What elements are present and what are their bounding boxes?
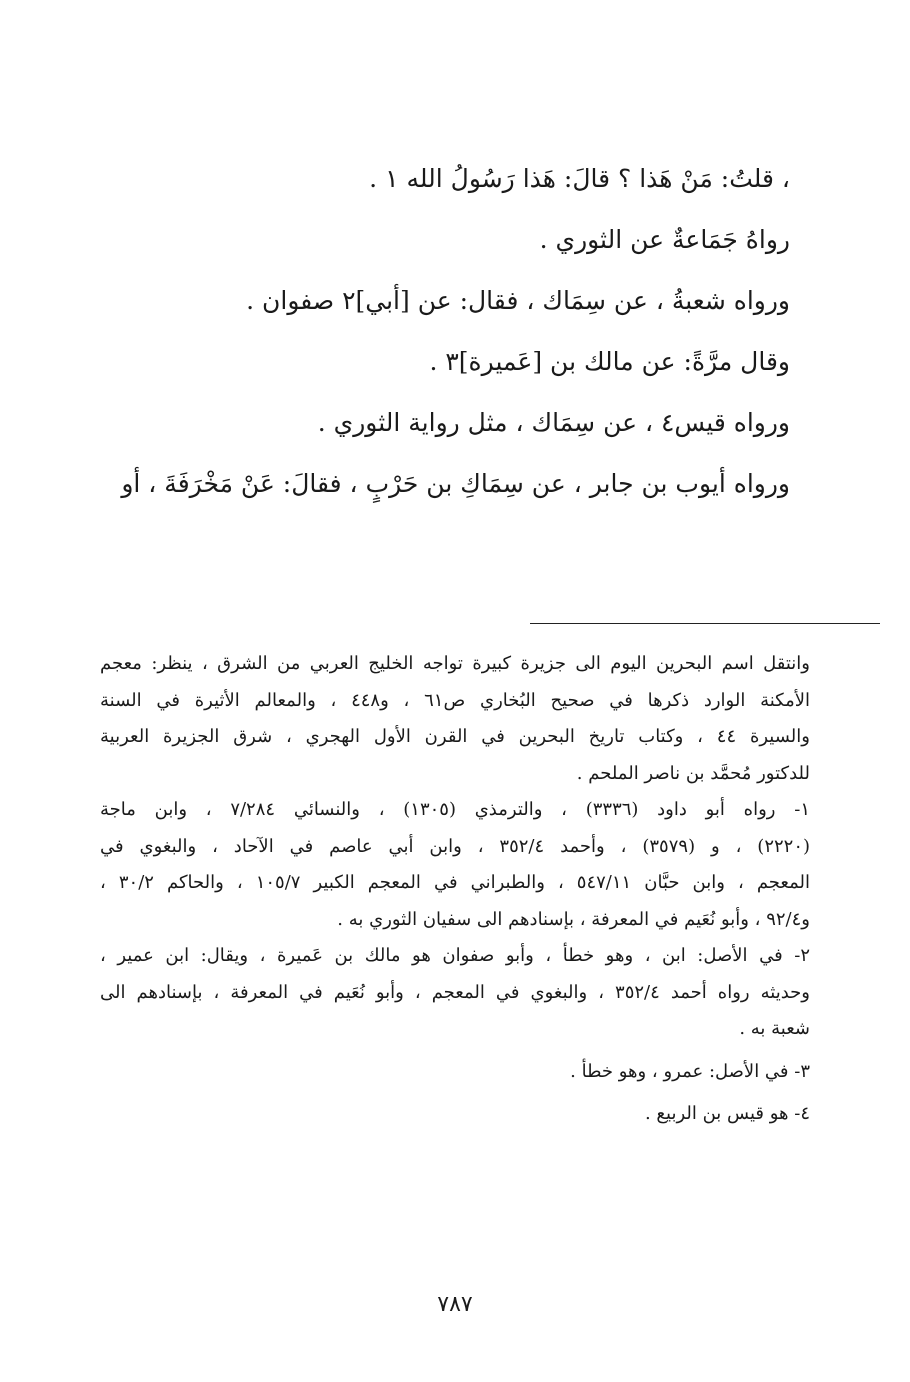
main-text xyxy=(90,148,790,514)
footnote-line: وانتقل اسم البحرين اليوم الى جزيرة كبيرة تواجه الخليج العربي من الشرق ، ينظر: معجم xyxy=(100,653,810,674)
footnote-line: ٤- هو قيس بن الربيع . xyxy=(644,1103,810,1124)
footnote-continuation xyxy=(100,646,810,792)
main-text-line: ورواه شعبةُ ، عن سِمَاك ، فقال: عن [أبي]٢ صفوان . xyxy=(246,286,790,315)
main-text-line: ، قلتُ: مَنْ هَذا ؟ قالَ: هَذا رَسُولُ الله ١ . xyxy=(369,164,790,193)
footnote-4 xyxy=(100,1096,810,1133)
footnote-divider xyxy=(530,623,880,624)
main-text-line: وقال مرَّةً: عن مالك بن [عَميرة]٣ . xyxy=(429,347,790,376)
main-text-line: رواهُ جَمَاعةٌ عن الثوري . xyxy=(539,225,790,254)
footnote-line: (٢٢٢٠) ، و (٣٥٧٩) ، وأحمد ٣٥٢/٤ ، وابن أبي عاصم في الآحاد ، والبغوي في xyxy=(100,835,811,857)
footnote-1 xyxy=(100,792,810,938)
page-number: ٧٨٧ xyxy=(437,1292,473,1317)
footnote-line: والسيرة ٤٤ ، وكتاب تاريخ البحرين في القرن الأول الهجري ، شرق الجزيرة العربية xyxy=(100,726,810,747)
footnote-line: وحديثه رواه أحمد ٣٥٢/٤ ، والبغوي في المعجم ، وأبو نُعَيم في المعرفة ، بإسنادهم الى xyxy=(100,981,811,1003)
footnote-line: شعبة به . xyxy=(739,1018,810,1039)
footnote-3 xyxy=(100,1054,810,1091)
footnote-line: الأمكنة الوارد ذكرها في صحيح البُخاري ص٦١ ، و٤٤٨ ، والمعالم الأثيرة في السنة xyxy=(100,689,811,711)
footnote-line: للدكتور مُحمَّد بن ناصر الملحم . xyxy=(576,762,810,784)
footnote-line: المعجم ، وابن حبَّان ٥٤٧/١١ ، والطبراني في المعجم الكبير ١٠٥/٧ ، والحاكم ٣٠/٢ ، xyxy=(100,872,810,893)
footnote-line: ٣- في الأصل: عمرو ، وهو خطأ . xyxy=(570,1060,810,1082)
footnotes xyxy=(100,646,810,1133)
main-text-line: ورواه أيوب بن جابر ، عن سِمَاكِ بن حَرْبٍ ، فقالَ: عَنْ مَخْرَفَةَ ، أو xyxy=(121,469,790,498)
main-text-line: ورواه قيس٤ ، عن سِمَاك ، مثل رواية الثوري . xyxy=(317,408,790,437)
footnote-line: و٩٢/٤ ، وأبو نُعَيم في المعرفة ، بإسنادهم الى سفيان الثوري به . xyxy=(337,908,810,930)
footnote-2 xyxy=(100,938,810,1048)
footnote-line: ١- رواه أبو داود (٣٣٣٦) ، والترمذي (١٣٠٥) ، والنسائي ٧/٢٨٤ ، وابن ماجة xyxy=(100,799,810,820)
footnote-line: ٢- في الأصل: ابن ، وهو خطأ ، وأبو صفوان هو مالك بن عَميرة ، ويقال: ابن عمير ، xyxy=(100,945,810,966)
